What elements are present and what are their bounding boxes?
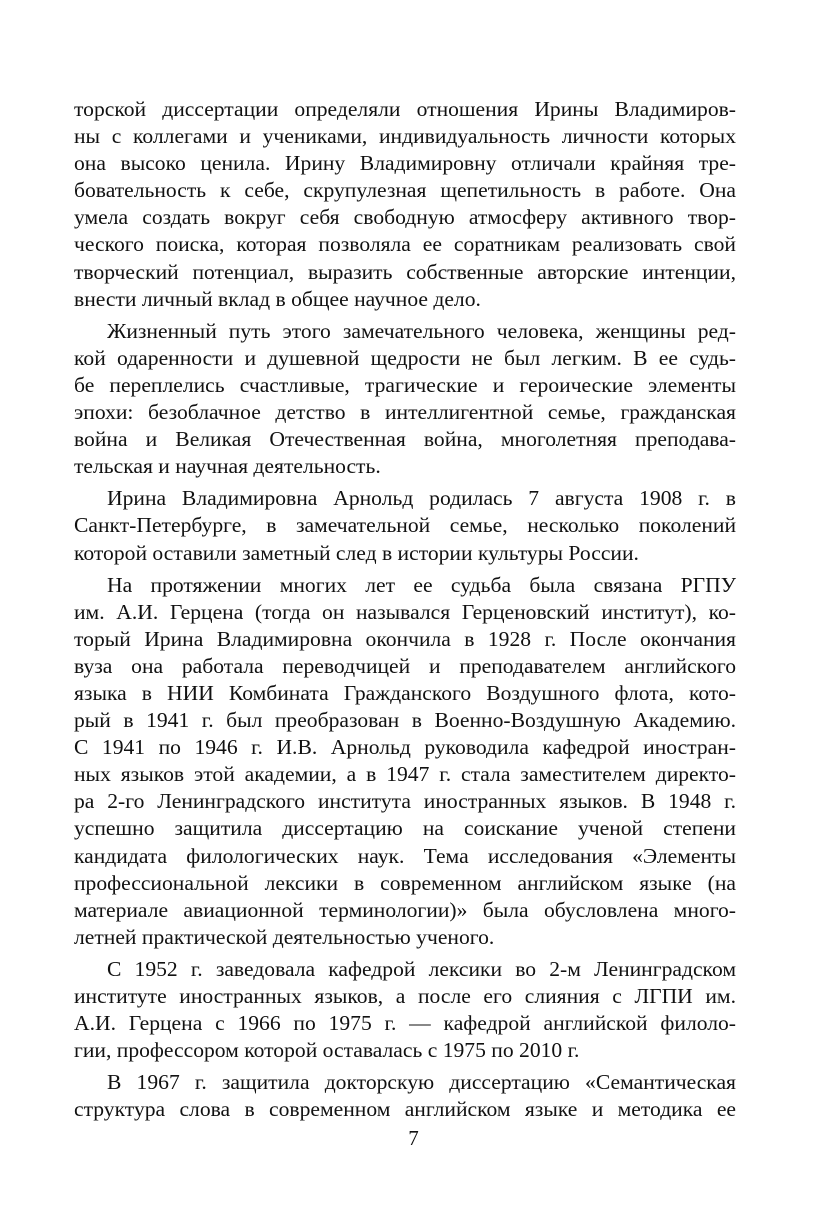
text-line: рый в 1941 г. был преобразован в Военно-Воздушную Академию. — [74, 708, 736, 733]
paragraph-3 — [74, 485, 736, 566]
text-line: На протяжении многих лет ее судьба была связана РГПУ — [107, 572, 736, 597]
text-line: тельская и научная деятельность. — [74, 454, 381, 479]
page-number: 7 — [408, 1126, 419, 1150]
text-line: материале авиационной терминологии)» была обусловлена много- — [74, 897, 736, 922]
text-line: структура слова в современном английском языке и методика ее — [74, 1097, 736, 1122]
text-line: А.И. Герцена с 1966 по 1975 г. — кафедрой английской филоло- — [74, 1011, 736, 1036]
paragraph-6 — [74, 1069, 736, 1123]
text-line: кой одаренности и душевной щедрости не был легким. В ее судь- — [74, 345, 736, 370]
paragraph-2 — [74, 318, 736, 481]
text-line: эпохи: безоблачное детство в интеллигентной семье, гражданская — [74, 400, 736, 425]
text-line: торый Ирина Владимировна окончила в 1928 г. После окончания — [74, 626, 736, 651]
text-line: профессиональной лексики в современном английском языке (на — [74, 870, 736, 895]
text-line: С 1952 г. заведовала кафедрой лексики во 2-м Ленинградском — [107, 956, 736, 981]
text-line: Жизненный путь этого замечательного человека, женщины ред- — [107, 318, 736, 343]
text-line: она высоко ценила. Ирину Владимировну отличали крайняя тре- — [74, 151, 736, 176]
text-line: ческого поиска, которая позволяла ее соратникам реализовать свой — [74, 232, 736, 257]
text-line: которой оставили заметный след в истории культуры России. — [74, 540, 639, 565]
text-line: бовательность к себе, скрупулезная щепетильность в работе. Она — [74, 178, 736, 203]
text-line: кандидата филологических наук. Тема исследования «Элементы — [74, 843, 736, 868]
text-line: война и Великая Отечественная война, многолетняя преподава- — [74, 427, 736, 452]
text-line: гии, профессором которой оставалась с 1975 по 2010 г. — [74, 1038, 580, 1063]
page-body — [74, 96, 736, 1128]
text-line: ра 2-го Ленинградского института иностранных языков. В 1948 г. — [74, 789, 736, 814]
paragraph-4 — [74, 572, 736, 951]
text-line: ных языков этой академии, а в 1947 г. стала заместителем директо- — [74, 762, 736, 787]
text-line: умела создать вокруг себя свободную атмосферу активного твор- — [74, 205, 736, 230]
text-line: торской диссертации определяли отношения Ирины Владимиров- — [74, 97, 736, 121]
text-line: успешно защитила диссертацию на соискание ученой степени — [74, 816, 736, 841]
paragraph-1 — [74, 96, 736, 313]
text-line: летней практической деятельностью ученого. — [74, 924, 495, 949]
paragraph-5 — [74, 956, 736, 1064]
text-line: бе переплелись счастливые, трагические и героические элементы — [74, 372, 736, 397]
text-line: вуза она работала переводчицей и преподавателем английского — [74, 653, 736, 678]
text-line: языка в НИИ Комбината Гражданского Воздушного флота, кото- — [74, 680, 736, 705]
text-line: им. А.И. Герцена (тогда он назывался Герценовский институт), ко- — [74, 599, 736, 624]
text-line: институте иностранных языков, а после его слияния с ЛГПИ им. — [74, 984, 736, 1008]
text-line: творческий потенциал, выразить собственные авторские интенции, — [74, 259, 736, 284]
text-line: Санкт-Петербурге, в замечательной семье, несколько поколений — [74, 513, 736, 538]
text-line: внести личный вклад в общее научное дело. — [74, 286, 481, 311]
text-line: С 1941 по 1946 г. И.В. Арнольд руководила кафедрой иностран- — [74, 735, 736, 760]
text-line: В 1967 г. защитила докторскую диссертацию «Семантическая — [107, 1070, 736, 1095]
text-line: Ирина Владимировна Арнольд родилась 7 августа 1908 г. в — [107, 486, 736, 511]
text-line: ны с коллегами и учениками, индивидуальность личности которых — [74, 124, 736, 149]
